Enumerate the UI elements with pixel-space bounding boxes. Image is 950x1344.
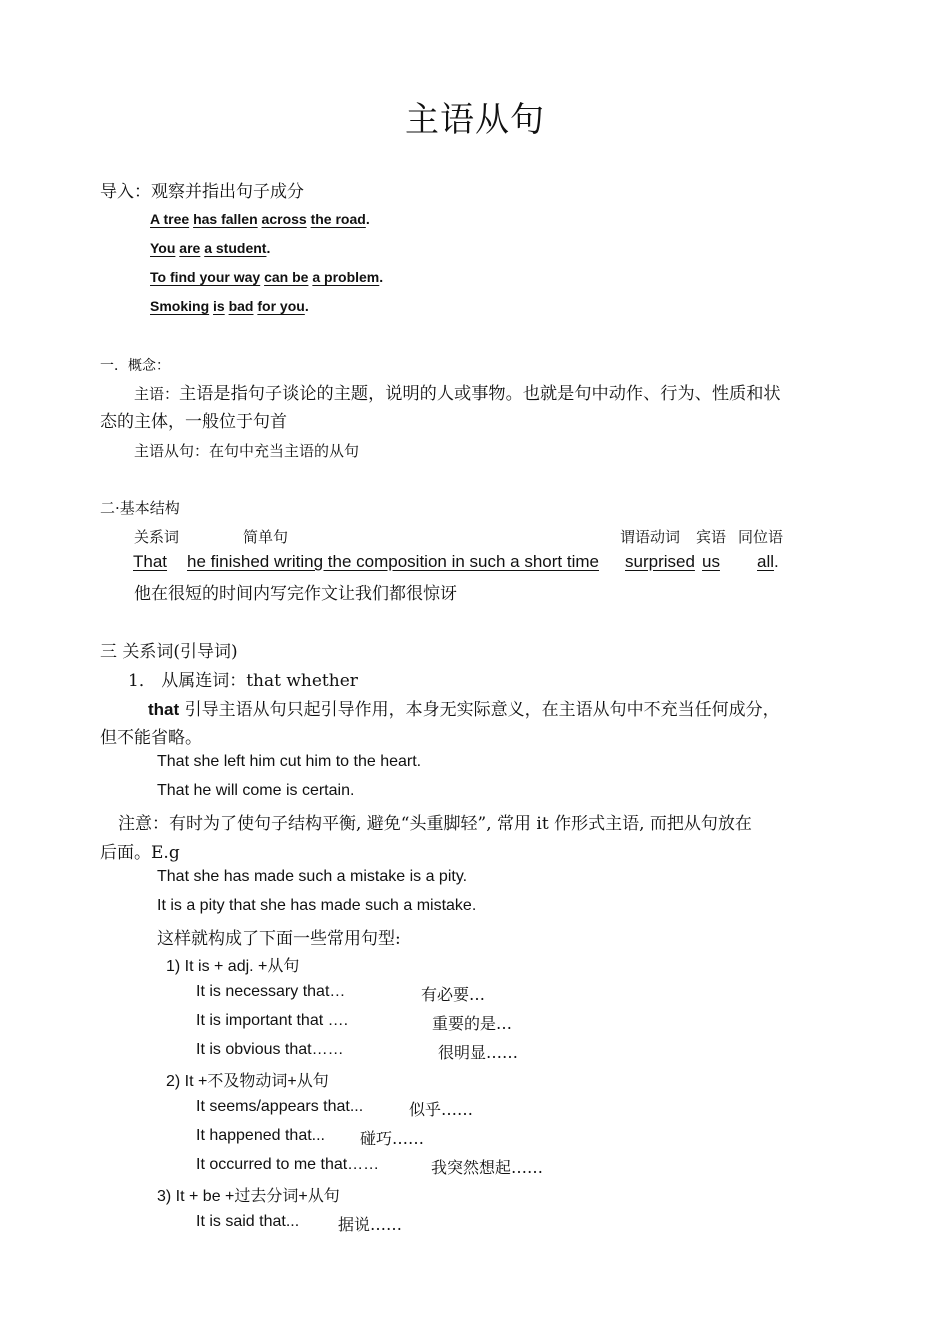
intro-sentence-3: [150, 269, 383, 285]
pattern-3-item-1-en: It is said that...: [196, 1213, 300, 1230]
part-verb: [625, 552, 695, 572]
pattern-2-item-2-en: It happened that...: [196, 1127, 325, 1144]
part-text: surprised: [625, 552, 695, 571]
pattern-1-heading: 1) It is + adj. +从句: [166, 958, 300, 975]
common-patterns-intro: 这样就构成了下面一些常用句型:: [157, 929, 401, 949]
that-description-2: 但不能省略。: [100, 728, 202, 748]
part-text: That: [133, 552, 168, 571]
sentence-part: a problem: [312, 269, 380, 285]
label-object: 宾语: [696, 528, 727, 546]
pattern-1-item-2-en: It is important that ….: [196, 1012, 349, 1029]
part-clause: [187, 552, 599, 572]
sentence-part: is: [213, 298, 225, 314]
sentence-part: for you: [257, 298, 305, 314]
page-title: 主语从句: [405, 100, 545, 140]
pattern-2-item-2-cn: 碰巧……: [360, 1129, 425, 1148]
intro-sentence-1: [150, 211, 370, 227]
sentence-part: bad: [228, 298, 254, 314]
part-text: he finished writing the composition in such a short time: [187, 552, 599, 571]
label-appositive: 同位语: [738, 528, 784, 546]
pattern-2-item-1-en: It seems/appears that...: [196, 1098, 364, 1115]
concept-heading: 一．概念：: [100, 358, 170, 374]
sentence-part: Smoking: [150, 298, 210, 314]
sentence-part: a student: [204, 240, 267, 256]
note-line-1: 注意：有时为了使句子结构平衡, 避免“头重脚轻”, 常用 it 作形式主语, 而把从句放在: [118, 814, 752, 834]
part-text: all: [757, 552, 775, 571]
sentence-part: are: [179, 240, 201, 256]
part-appositive: [757, 552, 779, 572]
that-desc-text: 引导主语从句只起引导作用，本身无实际意义，在主语从句中不充当任何成分，: [179, 700, 780, 720]
pattern-2-item-1-cn: 似乎……: [409, 1100, 474, 1119]
that-description-1: [148, 695, 780, 720]
sentence-part: You: [150, 240, 176, 256]
pattern-1-item-2-cn: 重要的是…: [432, 1014, 513, 1033]
sentence-part: A tree: [150, 211, 190, 227]
pattern-2-item-3-cn: 我突然想起……: [431, 1158, 544, 1177]
pattern-1-item-3-cn: 很明显……: [438, 1043, 519, 1062]
concept-line-1: 主语：主语是指句子谈论的主题，说明的人或事物。也就是句中动作、行为、性质和状: [134, 384, 781, 404]
label-simple-sentence: 简单句: [243, 528, 289, 546]
example-3: That she has made such a mistake is a pity.: [157, 868, 468, 885]
part-text: us: [702, 552, 720, 571]
concept-text: 主语是指句子谈论的主题，说明的人或事物。也就是句中动作、行为、性质和状: [179, 384, 781, 404]
period: .: [266, 240, 271, 256]
pattern-1-item-1-cn: 有必要…: [421, 985, 486, 1004]
structure-heading: 二·基本结构: [100, 499, 180, 517]
concept-line-3: 主语从句：在句中充当主语的从句: [134, 442, 360, 460]
sentence-part: has fallen: [193, 211, 258, 227]
period: .: [774, 552, 779, 571]
sentence-part: the road: [310, 211, 366, 227]
period: .: [304, 298, 309, 314]
sentence-part: can be: [264, 269, 309, 285]
example-1: That she left him cut him to the heart.: [157, 753, 422, 770]
relatives-item-1: 1． 从属连词：that whether: [128, 671, 358, 691]
label-predicate: 谓语动词: [620, 528, 681, 546]
structure-translation: 他在很短的时间内写完作文让我们都很惊讶: [134, 584, 457, 604]
example-2: That he will come is certain.: [157, 782, 355, 799]
sentence-part: across: [261, 211, 307, 227]
that-word: that: [148, 700, 180, 719]
pattern-3-item-1-cn: 据说……: [338, 1215, 403, 1234]
note-line-2: 后面。E.g: [100, 843, 180, 863]
part-object: [702, 552, 720, 572]
period: .: [365, 211, 370, 227]
pattern-1-item-1-en: It is necessary that…: [196, 983, 346, 1000]
example-4: It is a pity that she has made such a mistake.: [157, 897, 477, 914]
intro-sentence-4: [150, 298, 309, 314]
pattern-2-heading: 2) It +不及物动词+从句: [166, 1073, 329, 1090]
intro-heading: 导入：观察并指出句子成分: [100, 182, 304, 202]
pattern-2-item-3-en: It occurred to me that……: [196, 1156, 380, 1173]
relatives-heading: 三 关系词(引导词): [100, 642, 238, 662]
concept-line-2: 态的主体，一般位于句首: [100, 412, 287, 432]
part-that: [133, 552, 167, 572]
period: .: [379, 269, 384, 285]
sentence-part: To find your way: [150, 269, 261, 285]
intro-sentence-2: [150, 240, 270, 256]
pattern-1-item-3-en: It is obvious that……: [196, 1041, 344, 1058]
label-relative: 关系词: [134, 528, 180, 546]
pattern-3-heading: 3) It + be +过去分词+从句: [157, 1188, 340, 1205]
